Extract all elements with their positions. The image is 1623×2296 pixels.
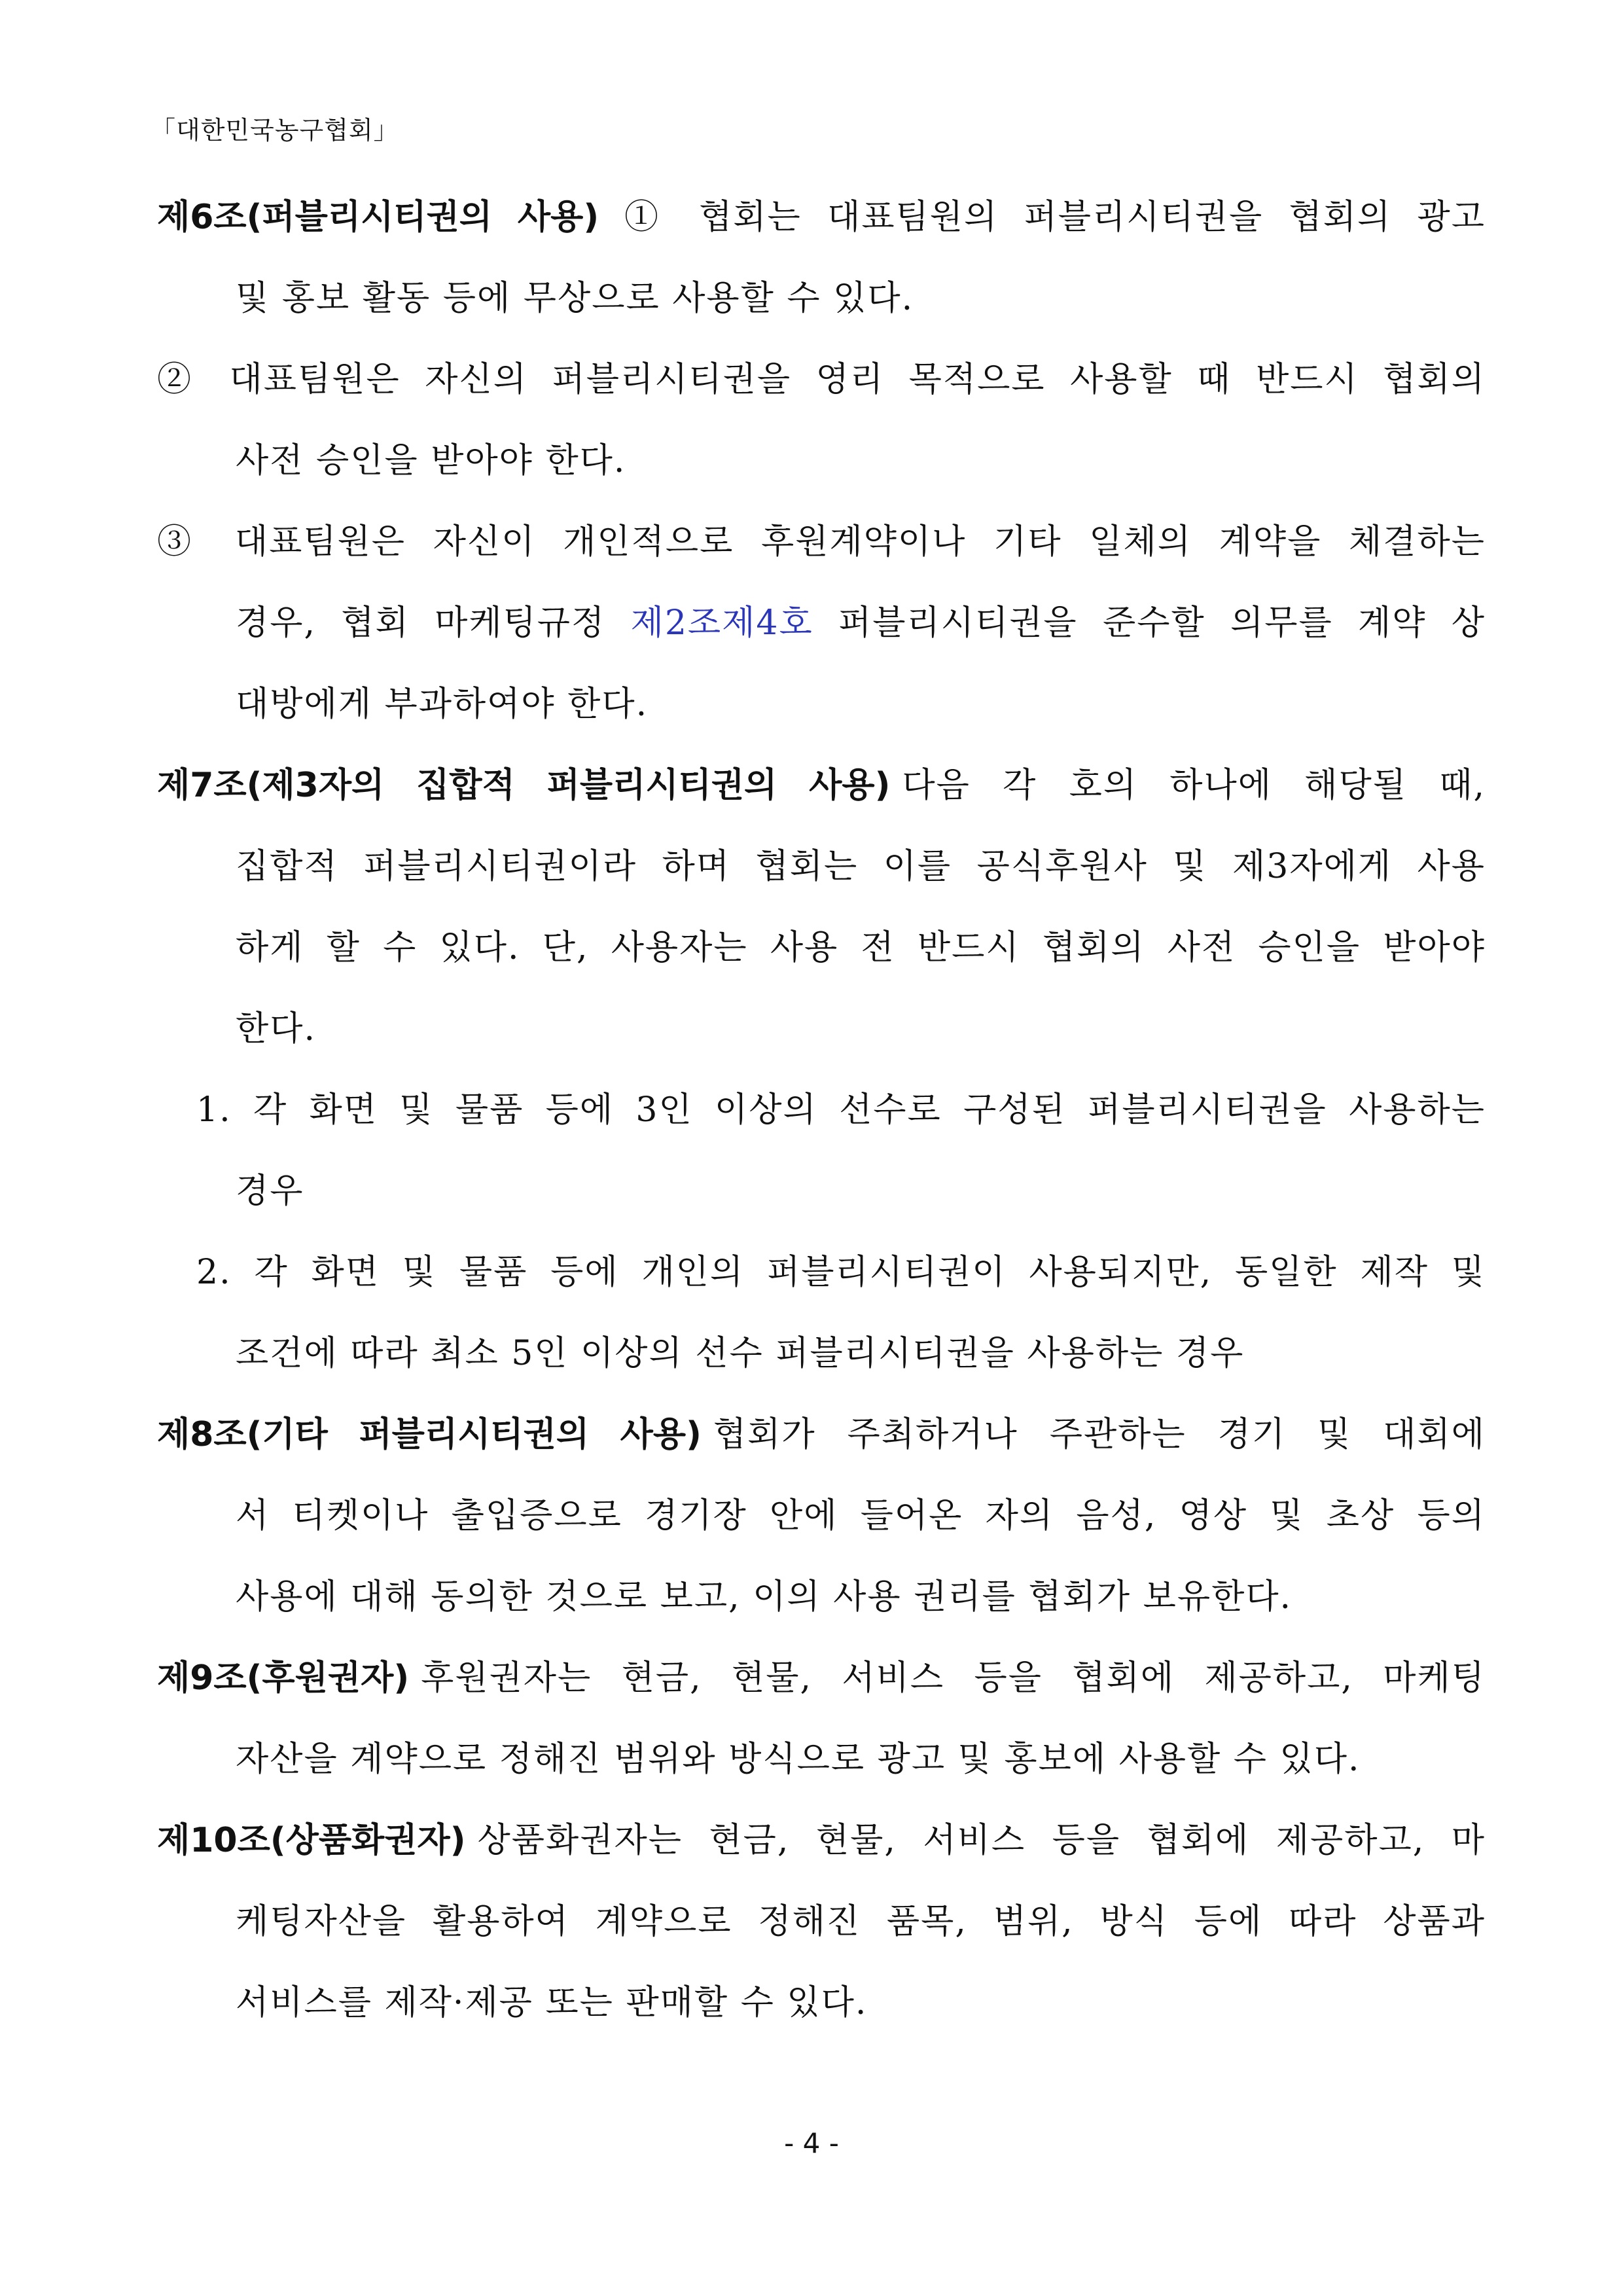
article7-line-1	[157, 745, 1486, 826]
article-reference-link[interactable]: 제2조제4호	[630, 603, 813, 643]
article7-line-2: 집합적 퍼블리시티권이라 하며 협회는 이를 공식후원사 및 제3자에게 사용	[236, 847, 1486, 886]
article9-heading: 제9조(후원권자)	[157, 1659, 410, 1698]
article6-line-1	[157, 177, 1486, 258]
article8-line-2: 서 티켓이나 출입증으로 경기장 안에 들어온 자의 음성, 영상 및 초상 등의	[236, 1496, 1486, 1535]
article6-line-4: 사전 승인을 받아야 한다.	[236, 441, 626, 480]
document-body	[157, 177, 1486, 2043]
article6-line-5: ③ 대표팀원은 자신이 개인적으로 후원계약이나 기타 일체의 계약을 체결하는	[157, 522, 1486, 562]
article7-heading: 제7조(제3자의 집합적 퍼블리시티권의 사용)	[157, 766, 891, 805]
article10-line-3: 서비스를 제작·제공 또는 판매할 수 있다.	[236, 1983, 868, 2022]
article7-item-1-line-2: 경우	[236, 1172, 304, 1211]
article8-line-3: 사용에 대해 동의한 것으로 보고, 이의 사용 권리를 협회가 보유한다.	[236, 1577, 1293, 1617]
article9-line-1	[157, 1638, 1486, 1719]
article7-line-3: 하게 할 수 있다. 단, 사용자는 사용 전 반드시 협회의 사전 승인을 받아야	[236, 928, 1486, 967]
article6-line-2: 및 홍보 활동 등에 무상으로 사용할 수 있다.	[236, 279, 914, 318]
article6-line-7: 대방에게 부과하여야 한다.	[236, 685, 649, 724]
article8-line-1	[157, 1394, 1486, 1475]
article6-text-1: ① 협회는 대표팀원의 퍼블리시티권을 협회의 광고	[611, 198, 1486, 237]
article6-text-6a: 경우, 협회 마케팅규정	[236, 603, 606, 643]
article10-line-1	[157, 1800, 1486, 1881]
article7-text-1: 다음 각 호의 하나에 해당될 때,	[902, 766, 1486, 805]
article10-line-2: 케팅자산을 활용하여 계약으로 정해진 품목, 범위, 방식 등에 따라 상품과	[236, 1902, 1486, 1941]
article7-item-2-line-2: 조건에 따라 최소 5인 이상의 선수 퍼블리시티권을 사용하는 경우	[236, 1334, 1245, 1373]
article8-heading: 제8조(기타 퍼블리시티권의 사용)	[157, 1415, 702, 1454]
article8-text-1: 협회가 주최하거나 주관하는 경기 및 대회에	[713, 1415, 1486, 1454]
document-header: 「대한민국농구협회」	[151, 116, 399, 145]
article7-item-1-line-1: 1. 각 화면 및 물품 등에 3인 이상의 선수로 구성된 퍼블리시티권을 사용하는	[196, 1090, 1486, 1130]
article9-line-2: 자산을 계약으로 정해진 범위와 방식으로 광고 및 홍보에 사용할 수 있다.	[236, 1740, 1361, 1779]
article10-text-1: 상품화권자는 현금, 현물, 서비스 등을 협회에 제공하고, 마	[477, 1821, 1486, 1860]
article9-text-1: 후원권자는 현금, 현물, 서비스 등을 협회에 제공하고, 마케팅	[421, 1659, 1486, 1698]
article6-line-3: ② 대표팀원은 자신의 퍼블리시티권을 영리 목적으로 사용할 때 반드시 협회의	[157, 360, 1486, 399]
article6-line-6	[157, 583, 1486, 664]
article6-text-6b: 퍼블리시티권을 준수할 의무를 계약 상	[838, 603, 1486, 643]
page-number: - 4 -	[784, 2127, 839, 2159]
article7-line-4: 한다.	[236, 1009, 316, 1049]
article6-heading: 제6조(퍼블리시티권의 사용)	[157, 198, 599, 237]
article10-heading: 제10조(상품화권자)	[157, 1821, 466, 1860]
article7-item-2-line-1: 2. 각 화면 및 물품 등에 개인의 퍼블리시티권이 사용되지만, 동일한 제작 및	[196, 1253, 1486, 1292]
